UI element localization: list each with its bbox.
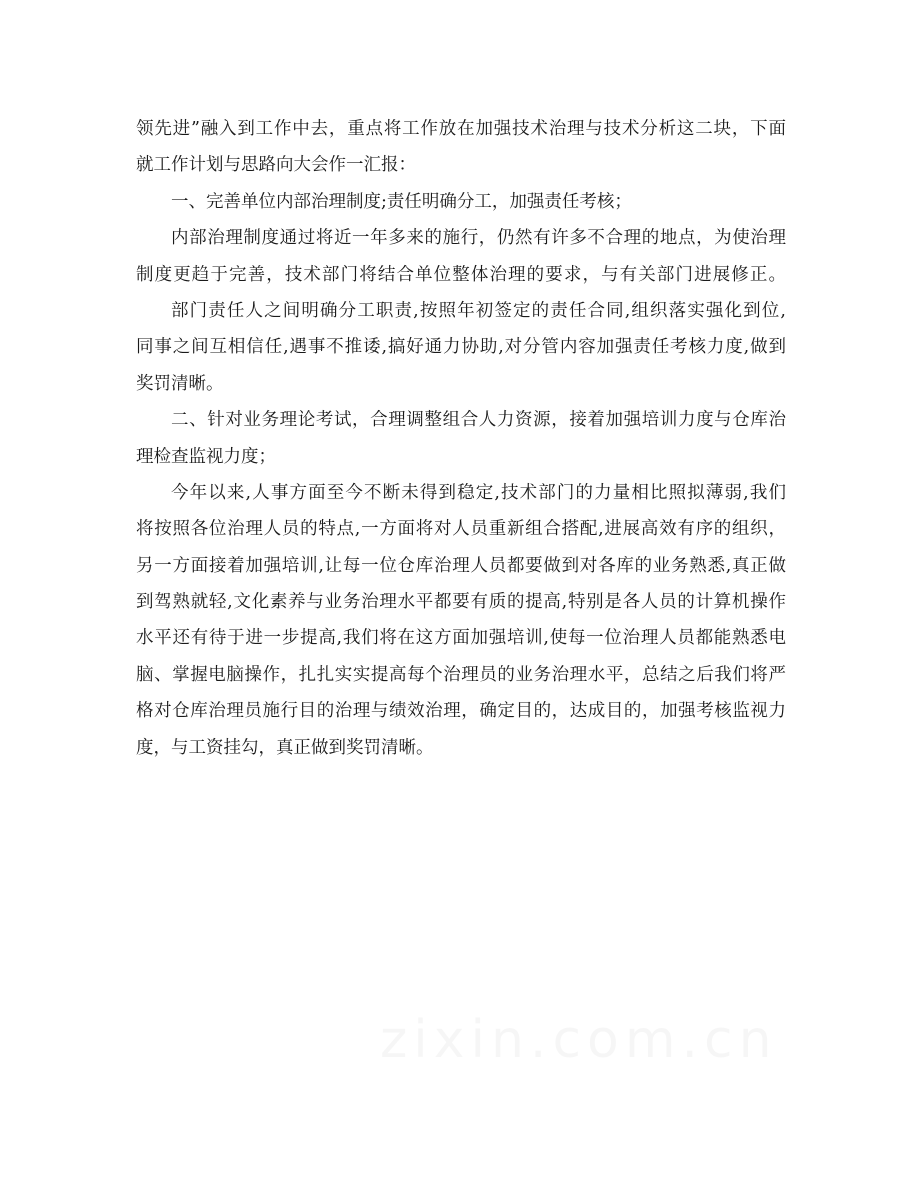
text-line: 另一方面接着加强培训,让每一位仓库治理人员都要做到对各库的业务熟悉,真正做	[136, 555, 786, 576]
text-line: 度，与工资挂勾，真正做到奖罚清晰。	[136, 737, 434, 758]
text-line: 奖罚清晰。	[136, 373, 224, 394]
text-line: 就工作计划与思路向大会作一汇报：	[136, 155, 416, 176]
text-line: 制度更趋于完善，技术部门将结合单位整体治理的要求，与有关部门进展修正。	[136, 264, 786, 285]
text-line: 同事之间互相信任,遇事不推诿,搞好通力协助,对分管内容加强责任考核力度,做到	[136, 337, 786, 358]
text-line: 水平还有待于进一步提高,我们将在这方面加强培训,使每一位治理人员都能熟悉电	[136, 628, 786, 649]
text-line: 将按照各位治理人员的特点,一方面将对人员重新组合搭配,进展高效有序的组织，	[136, 519, 786, 540]
text-line: 内部治理制度通过将近一年多来的施行，仍然有许多不合理的地点，为使治理	[171, 228, 786, 249]
section-heading: 一、完善单位内部治理制度;责任明确分工，加强责任考核；	[171, 191, 632, 212]
text-line: 到驾熟就轻,文化素养与业务治理水平都要有质的提高,特别是各人员的计算机操作	[136, 592, 786, 613]
text-line: 部门责任人之间明确分工职责,按照年初签定的责任合同,组织落实强化到位,	[171, 300, 786, 321]
text-line: 格对仓库治理员施行目的治理与绩效治理，确定目的，达成目的，加强考核监视力	[136, 701, 786, 722]
section-heading: 理检查监视力度；	[136, 446, 276, 467]
document-body	[136, 111, 786, 766]
section-heading: 二、针对业务理论考试，合理调整组合人力资源，接着加强培训力度与仓库治	[171, 410, 786, 431]
text-line: 今年以来,人事方面至今不断未得到稳定,技术部门的力量相比照拟薄弱,我们	[171, 482, 786, 503]
text-line: 脑、掌握电脑操作，扎扎实实提高每个治理员的业务治理水平，总结之后我们将严	[136, 664, 786, 685]
text-line: 领先进”融入到工作中去，重点将工作放在加强技术治理与技术分析这二块，下面	[136, 119, 786, 139]
watermark	[380, 1010, 778, 1070]
